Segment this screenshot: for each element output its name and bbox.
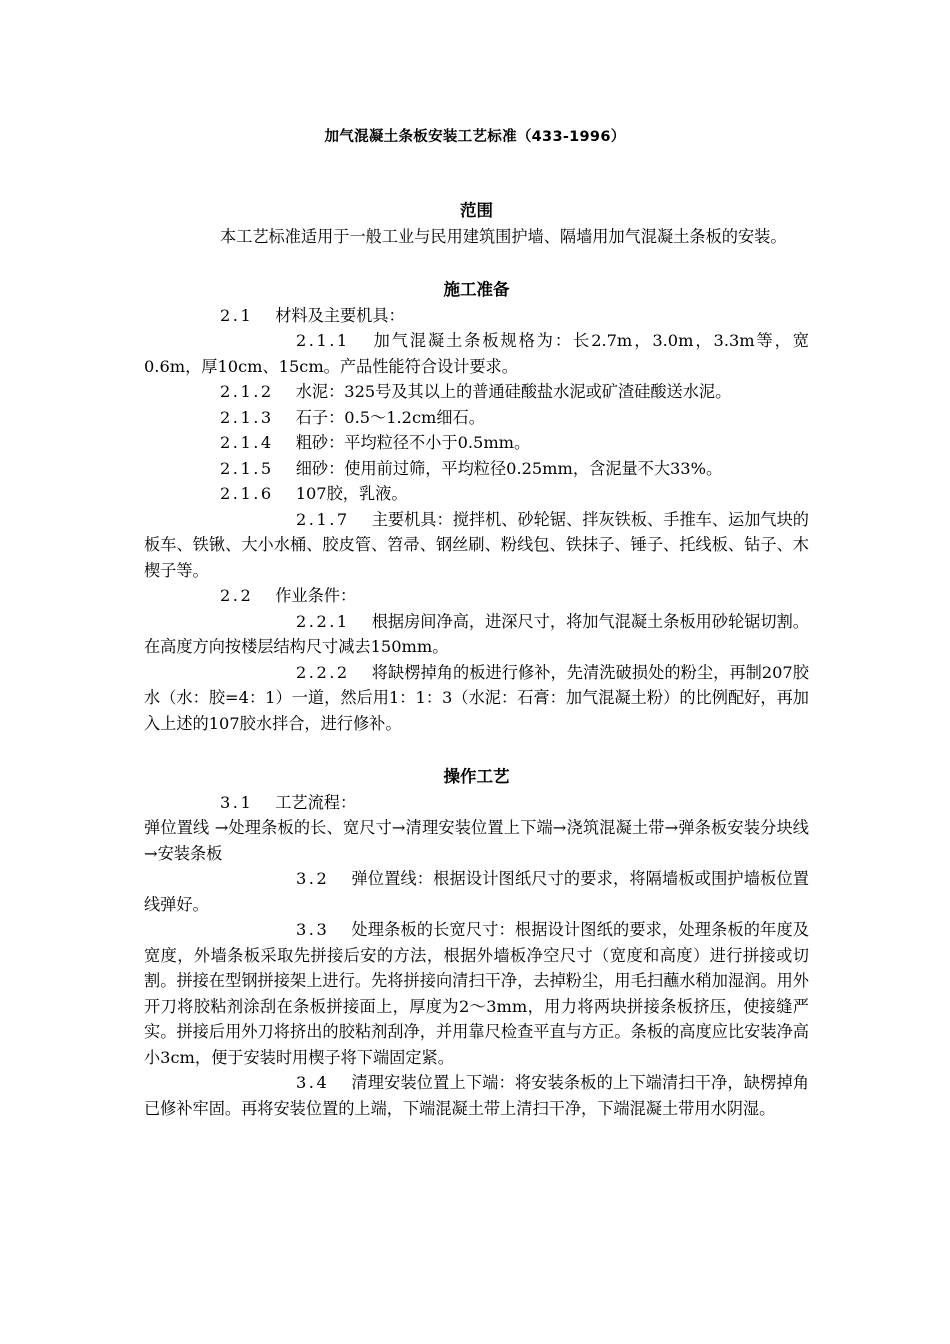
clause-2-1 (144, 303, 809, 329)
clause-number: 2.1.2 (220, 382, 274, 401)
clause-3-4 (144, 1070, 809, 1121)
clause-number: 3.3 (296, 920, 330, 939)
clause-2-2 (144, 583, 809, 609)
clause-number: 2.2.2 (296, 662, 350, 682)
process-flow: 弹位置线 →处理条板的长、宽尺寸→清理安装位置上下端→浇筑混凝土带→弹条板安装分块线→安装条板 (144, 818, 809, 863)
section-heading-process: 操作工艺 (443, 767, 510, 786)
clause-text: 处理条板的长宽尺寸：根据设计图纸的要求，处理条板的年度及宽度，外墙条板采取先拼接后安的方法，根据外墙板净空尺寸（宽度和高度）进行拼接或切割。拼接在型钢拼接架上进行。先将拼接向清扫干净，去掉粉尘，用毛扫蘸水稍加湿润。用外开刀将胶粘剂涂刮在条板拼接面上，厚度为2～3mm，用力将两块拼接条板挤压，使接缝严实。拼接后用外刀将挤出的胶粘剂刮净，并用靠尺检查平直与方正。条板的高度应比安装净高小3cm，便于安装时用楔子将下端固定紧。 (144, 920, 809, 1067)
clause-number: 2.2 (220, 586, 254, 605)
clause-number: 2.1.6 (220, 484, 274, 503)
document-title: 加气混凝土条板安装工艺标准（433-1996） (324, 129, 626, 145)
clause-text: 将缺楞掉角的板进行修补，先清洗破损处的粉尘，再制207胶水（水：胶=4：1）一道，然后用1：1：3（水泥：石膏：加气混凝土粉）的比例配好，再加入上述的107胶水拌合，进行修补。 (144, 662, 809, 733)
clause-number: 2.1.4 (220, 433, 274, 452)
clause-number: 2.1.5 (220, 458, 274, 478)
clause-number: 2.1 (220, 305, 254, 325)
clause-text: 工艺流程： (275, 792, 357, 812)
clause-2-1-6 (144, 481, 809, 507)
clause-number: 2.1.3 (220, 407, 274, 427)
clause-2-1-4 (144, 430, 809, 456)
clause-text: 清理安装位置上下端：将安装条板的上下端清扫干净，缺楞掉角已修补牢固。再将安装位置的上端，下端混凝土带上清扫干净，下端混凝土带用水阴湿。 (144, 1073, 809, 1118)
section-heading-scope: 范围 (460, 201, 493, 220)
document-body (144, 198, 809, 1121)
clause-number: 3.2 (296, 869, 330, 888)
clause-text: 加气混凝土条板规格为：长2.7m，3.0m，3.3m等，宽0.6m，厚10cm、15cm。产品性能符合设计要求。 (144, 331, 809, 376)
clause-2-2-2 (144, 660, 809, 737)
clause-text: 作业条件： (275, 586, 357, 605)
clause-3-1 (144, 790, 809, 816)
clause-number: 2.2.1 (296, 611, 350, 631)
scope-paragraph: 本工艺标准适用于一般工业与民用建筑围护墙、隔墙用加气混凝土条板的安装。 (220, 226, 787, 246)
clause-number: 3.4 (296, 1073, 330, 1092)
clause-number: 3.1 (220, 792, 254, 812)
clause-text: 材料及主要机具： (275, 305, 405, 325)
clause-text: 粗砂：平均粒径不小于0.5mm。 (295, 433, 531, 452)
clause-text: 弹位置线：根据设计图纸尺寸的要求，将隔墙板或围护墙板位置线弹好。 (144, 869, 809, 914)
clause-text: 细砂：使用前过筛，平均粒径0.25mm，含泥量不大33%。 (295, 458, 723, 478)
clause-text: 主要机具：搅拌机、砂轮锯、拌灰铁板、手推车、运加气块的板车、铁锹、大小水桶、胶皮管、笤帚、钢丝刷、粉线包、铁抹子、锤子、托线板、钻子、木楔子等。 (144, 509, 809, 580)
clause-2-2-1 (144, 609, 809, 660)
clause-2-1-5 (144, 456, 809, 482)
clause-text: 石子：0.5～1.2cm细石。 (295, 407, 485, 427)
section-heading-prep: 施工准备 (443, 280, 510, 299)
clause-text: 根据房间净高，进深尺寸，将加气混凝土条板用砂轮锯切割。在高度方向按楼层结构尺寸减去150mm。 (144, 611, 809, 656)
clause-2-1-3 (144, 405, 809, 431)
clause-text: 107胶，乳液。 (295, 484, 408, 503)
clause-3-3 (144, 917, 809, 1070)
clause-2-1-1 (144, 328, 809, 379)
clause-number: 2.1.1 (296, 331, 350, 350)
clause-3-2 (144, 866, 809, 917)
clause-2-1-2 (144, 379, 809, 405)
clause-number: 2.1.7 (296, 509, 350, 529)
clause-text: 水泥：325号及其以上的普通硅酸盐水泥或矿渣硅酸送水泥。 (295, 382, 732, 401)
clause-2-1-7 (144, 507, 809, 584)
